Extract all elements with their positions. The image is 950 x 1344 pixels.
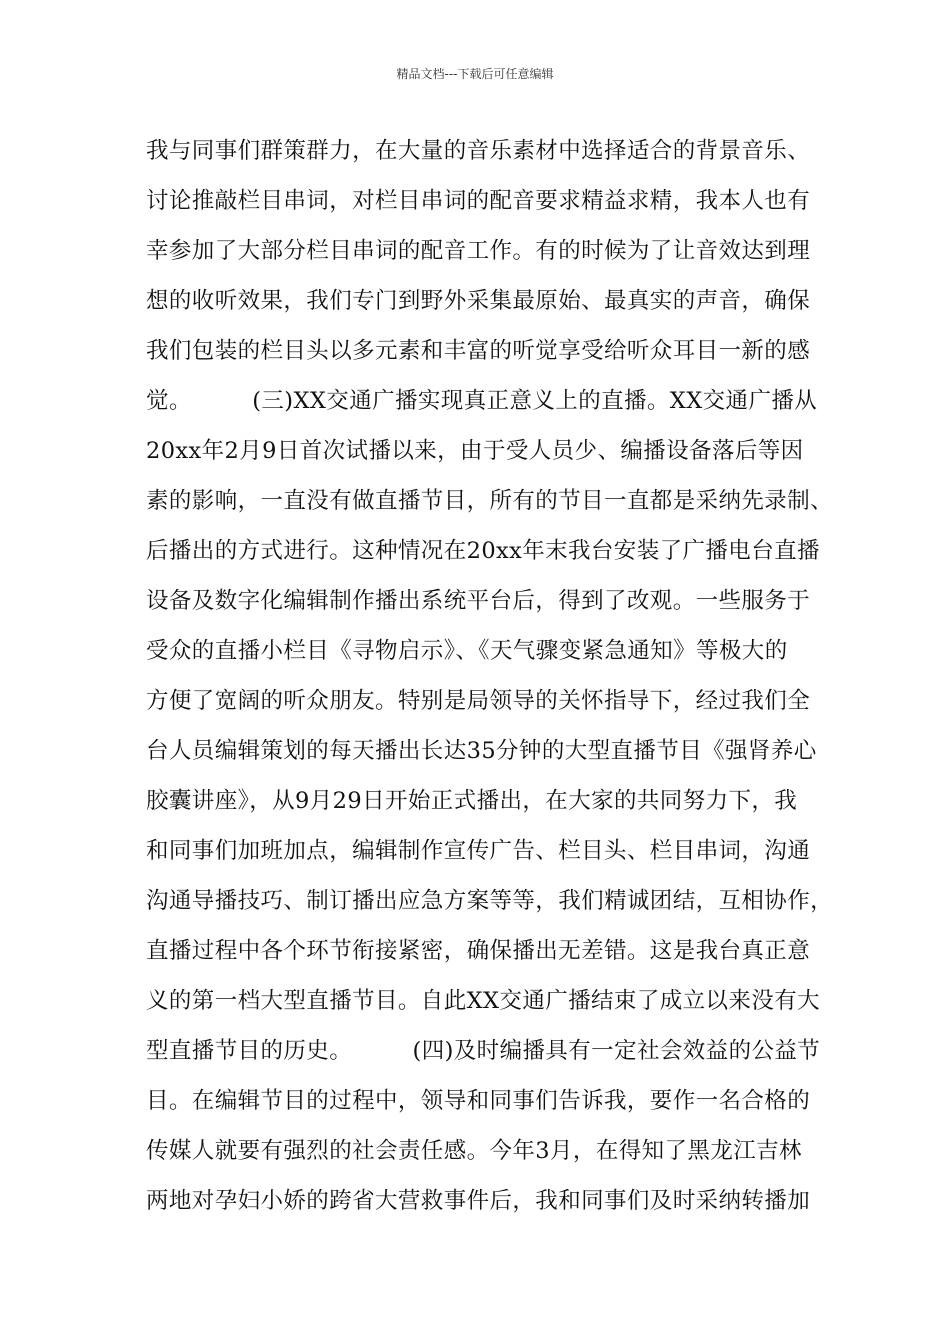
text-line: 我与同事们群策群力，在大量的音乐素材中选择适合的背景音乐、 (146, 138, 811, 164)
text-line: 讨论推敲栏目串词，对栏目串词的配音要求精益求精，我本人也有 (146, 188, 811, 214)
text-line: 两地对孕妇小娇的跨省大营救事件后，我和同事们及时采纳转播加 (146, 1188, 811, 1214)
text-line: 型直播节目的历史。 (四)及时编播具有一定社会效益的公益节 (146, 1038, 821, 1064)
text-line: 设备及数字化编辑制作播出系统平台后，得到了改观。一些服务于 (146, 588, 811, 614)
text-line: 沟通导播技巧、制订播出应急方案等等，我们精诚团结，互相协作， (146, 888, 834, 914)
document-body (146, 126, 834, 1226)
text-line: 传媒人就要有强烈的社会责任感。今年3月，在得知了黑龙江吉林 (146, 1138, 802, 1164)
text-line: 胶囊讲座》，从9月29日开始正式播出，在大家的共同努力下，我 (146, 788, 798, 814)
text-line: 和同事们加班加点，编辑制作宣传广告、栏目头、栏目串词，沟通 (146, 838, 811, 864)
text-line: 后播出的方式进行。这种情况在20xx年末我台安装了广播电台直播 (146, 538, 820, 564)
page-header: 精品文档---下载后可任意编辑 (396, 67, 554, 81)
text-line: 受众的直播小栏目《寻物启示》、《天气骤变紧急通知》等极大的 (146, 638, 788, 664)
text-line: 幸参加了大部分栏目串词的配音工作。有的时候为了让音效达到理 (146, 238, 811, 264)
text-line: 觉。 (三)XX交通广播实现真正意义上的直播。XX交通广播从 (146, 388, 818, 414)
text-line: 20xx年2月9日首次试播以来，由于受人员少、编播设备落后等因 (146, 438, 804, 464)
text-line: 台人员编辑策划的每天播出长达35分钟的大型直播节目《强肾养心 (146, 738, 817, 764)
text-line: 我们包装的栏目头以多元素和丰富的听觉享受给听众耳目一新的感 (146, 338, 811, 364)
text-line: 想的收听效果，我们专门到野外采集最原始、最真实的声音，确保 (146, 288, 811, 314)
text-line: 方便了宽阔的听众朋友。特别是局领导的关怀指导下，经过我们全 (146, 688, 811, 714)
text-line: 义的第一档大型直播节目。自此XX交通广播结束了成立以来没有大 (146, 988, 821, 1014)
text-line: 素的影响，一直没有做直播节目，所有的节目一直都是采纳先录制、 (146, 488, 834, 514)
text-line: 目。在编辑节目的过程中，领导和同事们告诉我，要作一名合格的 (146, 1088, 811, 1114)
text-line: 直播过程中各个环节衔接紧密，确保播出无差错。这是我台真正意 (146, 938, 811, 964)
